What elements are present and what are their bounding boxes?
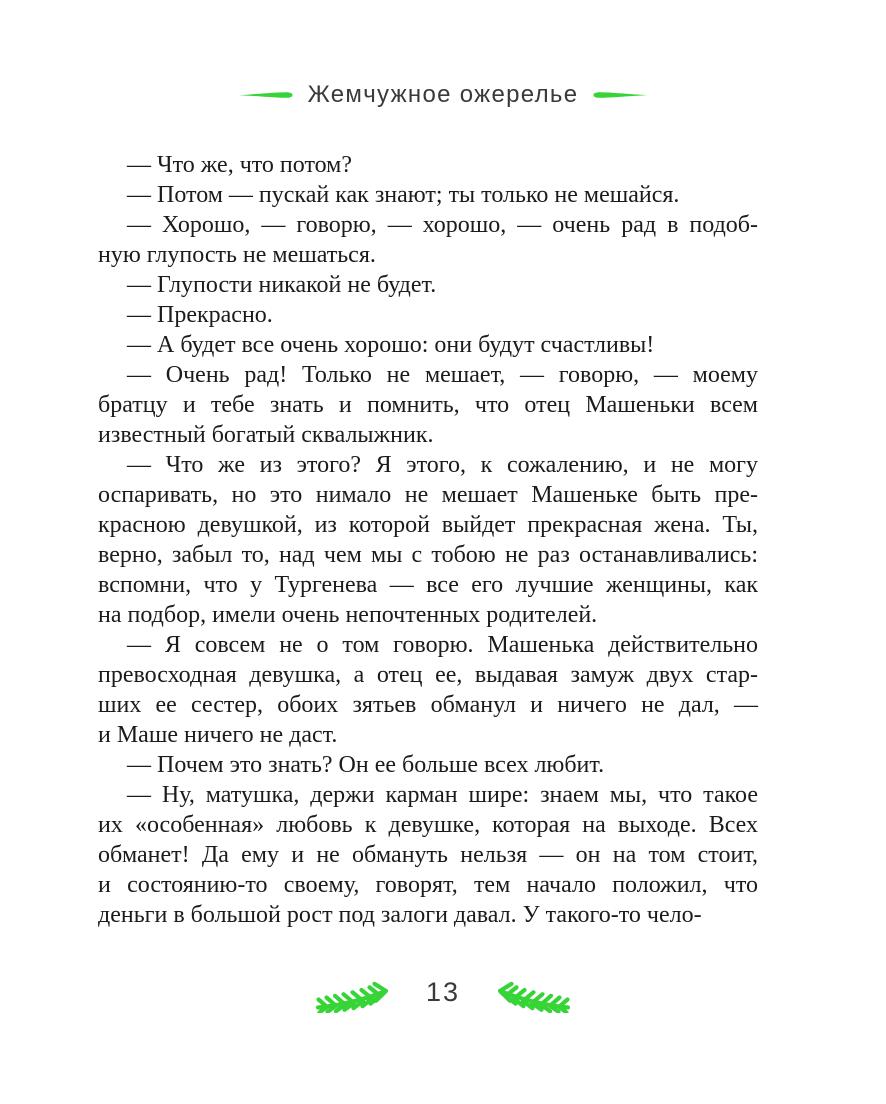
text-line: — Прекрасно. (127, 302, 273, 328)
chapter-title: Жемчужное ожерелье (307, 81, 579, 108)
text-line: красною девушкой, из которой выйдет прекрасная жена. Ты, (98, 512, 758, 538)
text-line: — Ну, матушка, держи карман шире: знаем мы, что такое (127, 782, 758, 808)
text-line: вспомни, что у Тургенева — все его лучшие женщины, как (98, 572, 758, 598)
text-line: и Маше ничего не даст. (98, 722, 338, 748)
text-line: — Что же из этого? Я этого, к сожалению, и не могу (127, 452, 758, 478)
fern-branch-right-icon (491, 971, 573, 1013)
tapered-dash-left-icon (239, 90, 293, 100)
text-line: братцу и тебе знать и помнить, что отец Машеньки всем (98, 392, 758, 418)
text-line: ную глупость не мешаться. (98, 242, 376, 268)
text-line: превосходная девушка, а отец ее, выдавая замуж двух стар- (98, 662, 758, 688)
text-line: — Я совсем не о том говорю. Машенька действительно (127, 632, 758, 658)
body-text (98, 150, 758, 930)
text-line: — Глупости никакой не будет. (127, 272, 437, 298)
text-line: известный богатый сквалыжник. (98, 422, 434, 448)
text-line: — Потом — пускай как знают; ты только не мешайся. (127, 182, 680, 208)
text-line: — А будет все очень хорошо: они будут счастливы! (127, 332, 655, 358)
page-number: 13 (425, 977, 461, 1007)
text-line: ших ее сестер, обоих зятьев обманул и ничего не дал, — (98, 692, 758, 718)
text-line: обманет! Да ему и не обмануть нельзя — он на том стоит, (98, 842, 758, 868)
text-line: деньги в большой рост под залоги давал. У такого-то чело- (98, 902, 702, 928)
text-line: на подбор, имели очень непочтенных родителей. (98, 602, 598, 628)
text-line: оспаривать, но это нимало не мешает Машеньке быть пре- (98, 482, 758, 508)
text-line: верно, забыл то, над чем мы с тобою не раз останавливались: (98, 542, 758, 568)
running-header (0, 80, 886, 110)
text-line: — Хорошо, — говорю, — хорошо, — очень рад в подоб- (127, 212, 758, 238)
text-line: — Что же, что потом? (127, 152, 353, 178)
text-line: — Очень рад! Только не мешает, — говорю, — моему (127, 362, 758, 388)
text-line: — Почем это знать? Он ее больше всех любит. (127, 752, 605, 778)
text-line: и состоянию-то своему, говорят, тем начало положил, что (98, 872, 758, 898)
tapered-dash-right-icon (593, 90, 647, 100)
page-footer (0, 968, 886, 1016)
text-line: их «особенная» любовь к девушке, которая на выходе. Всех (98, 812, 758, 838)
fern-branch-left-icon (313, 971, 395, 1013)
